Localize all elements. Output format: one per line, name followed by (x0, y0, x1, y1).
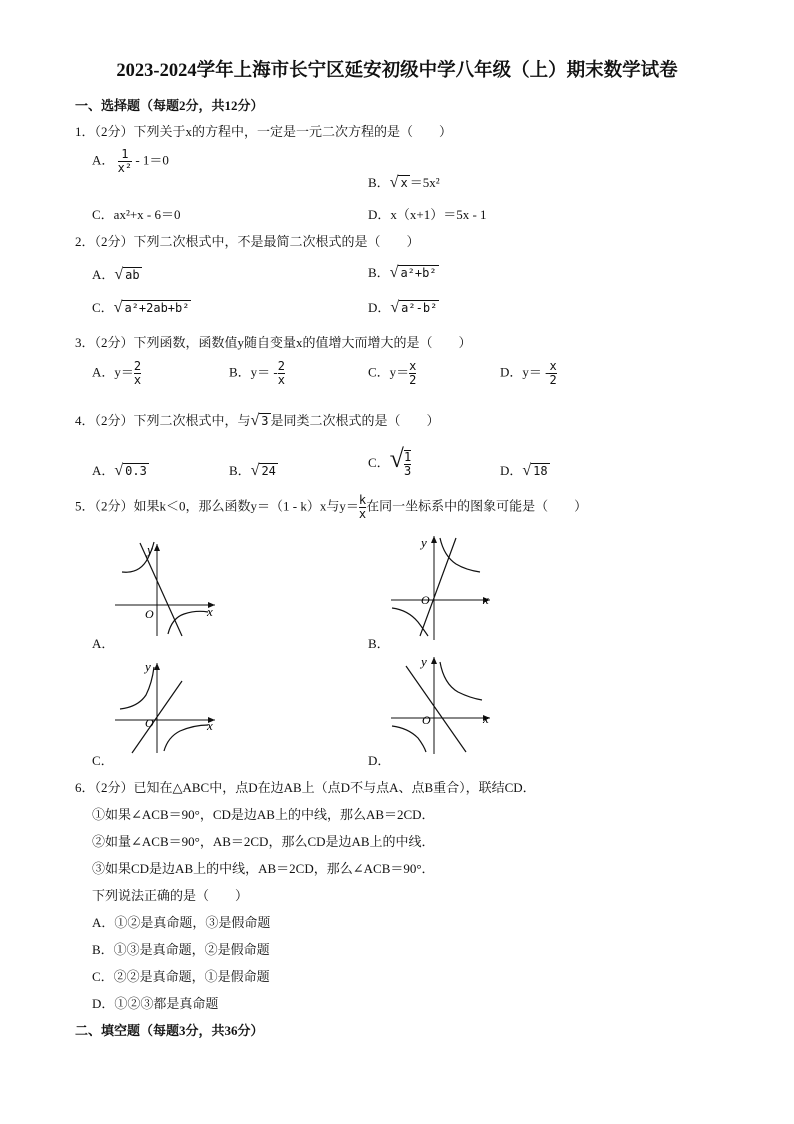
origin-label: O (422, 713, 431, 727)
origin-label: O (421, 593, 430, 607)
question-3-stem: 3．（2分）下列函数，函数值y随自变量x的值增大而增大的是（ ） (75, 335, 472, 350)
fraction: $\frac{1}{\text{x²}}$ (117, 147, 133, 175)
graph-b[interactable] (388, 532, 498, 642)
question-6-statement-2: ②如量∠ACB＝90°，AB＝2CD，那么CD是边AB上的中线． (92, 834, 435, 849)
question-6-option-d[interactable]: D．①②③都是真命题 (92, 996, 219, 1011)
question-5-option-b[interactable]: B． (368, 636, 390, 651)
question-6-option-c[interactable]: C．②②是真命题，①是假命题 (92, 969, 270, 984)
question-5-option-c[interactable]: C． (92, 753, 114, 768)
question-3-option-a[interactable]: A．y＝ $\frac{2}{x}$ (92, 359, 142, 387)
graph-c[interactable] (110, 655, 220, 755)
fraction: $\frac{2}{x}$ (277, 359, 285, 387)
section-heading-fill: 二、填空题（每题3分，共36分） (75, 1023, 264, 1038)
fraction: $\frac{k}{x}$ (358, 493, 367, 521)
question-6-statement-3: ③如果CD是边AB上的中线，AB＝2CD，那么∠ACB＝90°． (92, 861, 435, 876)
axis-label-y: y (421, 654, 427, 669)
question-3-option-c[interactable]: C．y＝ $\frac{x}{2}$ (368, 359, 417, 387)
question-4-stem: 4．（2分）下列二次根式中，与√ 3 是同类二次根式的是（ ） (75, 412, 440, 429)
radical-sign: √ 24 (250, 462, 276, 479)
axis-label-y: y (145, 659, 151, 674)
axis-label-x: x (207, 718, 213, 733)
question-1-option-b[interactable]: B．√ x ＝5x² (368, 174, 440, 191)
axis-label-x: x (207, 604, 213, 619)
graph-d[interactable] (388, 652, 498, 756)
radical-sign: √ x (389, 174, 408, 191)
radical-sign: √ 0.3 (114, 462, 147, 479)
axis-label-x: x (483, 711, 489, 726)
radical-sign: √ ab (114, 266, 140, 283)
question-3-option-d[interactable]: D．y＝ - $\frac{x}{2}$ (500, 359, 557, 387)
origin-label: O (145, 716, 154, 730)
question-6-option-a[interactable]: A．①②是真命题，③是假命题 (92, 915, 271, 930)
radical-sign: √ 18 (522, 462, 548, 479)
question-5-option-d[interactable]: D． (368, 753, 391, 768)
question-5-stem: 5．（2分）如果k＜0，那么函数y＝（1 - k）x与y＝ $\frac{k}{x}$ 在同一坐标系中的图象可能是（ ） (75, 493, 588, 521)
question-1-option-c[interactable]: C．ax²+x - 6＝0 (92, 207, 181, 222)
question-1-option-a[interactable]: A． $\frac{1}{\text{x²}}$ - 1＝0 (92, 147, 169, 175)
radical-sign: √ $\frac{1}{3}$ (389, 444, 412, 479)
question-5-option-a[interactable]: A． (92, 636, 115, 651)
radical-sign: √ a²+b² (389, 264, 437, 281)
page-title: 2023-2024学年上海市长宁区延安初级中学八年级（上）期末数学试卷 (116, 61, 678, 81)
axis-label-x: x (483, 592, 489, 607)
question-3-option-b[interactable]: B．y＝ - $\frac{2}{x}$ (229, 359, 285, 387)
fraction: $\frac{2}{x}$ (133, 359, 142, 387)
question-4-option-d[interactable]: D．√ 18 (500, 462, 548, 479)
question-2-option-c[interactable]: C．√ a²+2ab+b² (92, 299, 190, 316)
radical-sign: √ a²+2ab+b² (113, 299, 190, 316)
question-1-stem: 1．（2分）下列关于x的方程中，一定是一元二次方程的是（ ） (75, 124, 453, 139)
radical-sign: √ a²-b² (390, 299, 438, 316)
fraction: $\frac{x}{2}$ (549, 359, 557, 387)
question-6-stem: 6．（2分）已知在△ABC中，点D在边AB上（点D不与点A、点B重合），联结CD． (75, 780, 536, 795)
question-4-option-c[interactable]: C．√ $\frac{1}{3}$ (368, 444, 412, 479)
radical-sign: √ 3 (250, 412, 269, 429)
question-2-stem: 2．（2分）下列二次根式中，不是最简二次根式的是（ ） (75, 234, 420, 249)
fraction: $\frac{x}{2}$ (409, 359, 417, 387)
graph-a[interactable] (110, 538, 220, 638)
question-2-option-d[interactable]: D．√ a²-b² (368, 299, 438, 316)
question-1-option-d[interactable]: D．x（x+1）＝5x - 1 (368, 207, 487, 222)
question-6-ask: 下列说法正确的是（ ） (92, 888, 249, 903)
question-2-option-a[interactable]: A．√ ab (92, 266, 140, 283)
question-2-option-b[interactable]: B．√ a²+b² (368, 264, 437, 281)
section-heading-choice: 一、选择题（每题2分，共12分） (75, 98, 264, 113)
origin-label: O (145, 607, 154, 621)
question-6-option-b[interactable]: B．①③是真命题，②是假命题 (92, 942, 270, 957)
axis-label-y: y (421, 535, 427, 550)
question-6-statement-1: ①如果∠ACB＝90°，CD是边AB上的中线，那么AB＝2CD． (92, 807, 435, 822)
axis-label-y: y (147, 542, 153, 557)
question-4-option-a[interactable]: A．√ 0.3 (92, 462, 147, 479)
question-4-option-b[interactable]: B．√ 24 (229, 462, 276, 479)
